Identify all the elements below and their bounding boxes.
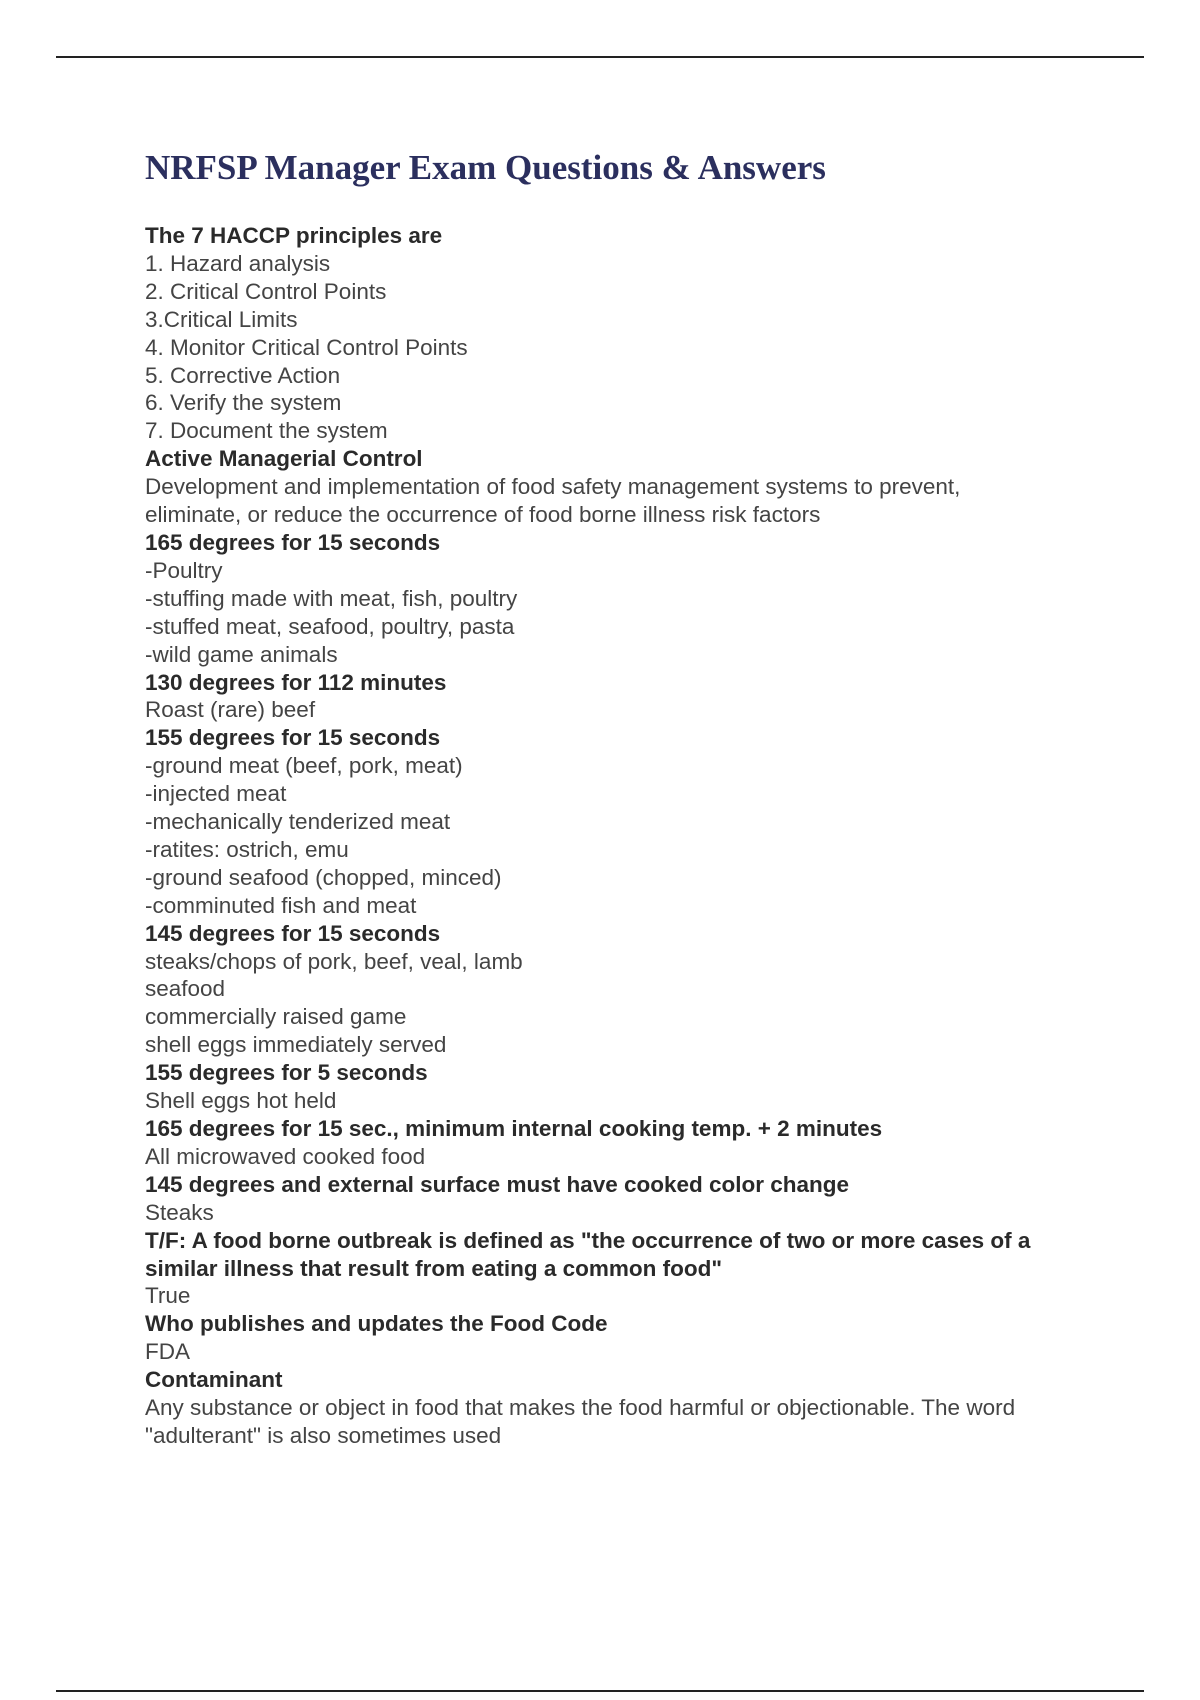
question-term: Contaminant [145,1367,283,1393]
question-term: Who publishes and updates the Food Code [145,1311,608,1337]
document-body [145,144,1090,1450]
answer-line: -stuffing made with meat, fish, poultry [145,585,518,611]
answer-line: 5. Corrective Action [145,362,341,388]
answer-line: Shell eggs hot held [145,1088,337,1114]
answer-line: -wild game animals [145,641,338,667]
qa-list [145,222,1090,1450]
answer-line: 3.Critical Limits [145,306,298,332]
answer-line: eliminate, or reduce the occurrence of food borne illness risk factors [145,502,821,528]
answer-line: seafood [145,976,226,1002]
answer-line: Any substance or object in food that makes the food harmful or objectionable. The word [145,1395,1016,1421]
answer-line: -injected meat [145,781,287,807]
top-rule [56,56,1144,58]
question-term: The 7 HACCP principles are [145,223,443,248]
answer-line: All microwaved cooked food [145,1143,426,1169]
question-term: 165 degrees for 15 sec., minimum internal cooking temp. + 2 minutes [145,1116,883,1141]
answer-line: -ground seafood (chopped, minced) [145,864,502,890]
answer-line: 6. Verify the system [145,390,342,416]
answer-line: -stuffed meat, seafood, poultry, pasta [145,613,515,639]
question-term: Active Managerial Control [145,446,423,472]
question-term: 155 degrees for 15 seconds [145,725,441,751]
answer-line: FDA [145,1339,190,1365]
question-term: 130 degrees for 112 minutes [145,669,447,695]
answer-line: shell eggs immediately served [145,1032,447,1058]
bottom-rule [56,1690,1144,1692]
answer-line: 7. Document the system [145,418,388,444]
answer-line: 1. Hazard analysis [145,250,331,276]
answer-line: commercially raised game [145,1004,407,1030]
answer-line: Development and implementation of food safety management systems to prevent, [145,474,961,500]
answer-line: Steaks [145,1199,214,1225]
question-term: 165 degrees for 15 seconds [145,529,441,555]
answer-line: steaks/chops of pork, beef, veal, lamb [145,948,523,974]
answer-line: -mechanically tenderized meat [145,809,451,835]
answer-line: -Poultry [145,557,223,583]
answer-line: True [145,1283,191,1309]
answer-line: Roast (rare) beef [145,697,316,723]
question-term: T/F: A food borne outbreak is defined as "the occurrence of two or more cases of a similar illness that result from eating a common food" [145,1227,1031,1281]
answer-line: 4. Monitor Critical Control Points [145,334,468,360]
answer-line: -ground meat (beef, pork, meat) [145,753,463,779]
answer-line: "adulterant" is also sometimes used [145,1422,502,1448]
document-title: NRFSP Manager Exam Questions & Answers [145,148,826,187]
question-term: 145 degrees and external surface must have cooked color change [145,1171,850,1197]
answer-line: -comminuted fish and meat [145,892,417,918]
answer-line: -ratites: ostrich, emu [145,836,349,862]
question-term: 155 degrees for 5 seconds [145,1060,428,1086]
question-term: 145 degrees for 15 seconds [145,920,441,946]
answer-line: 2. Critical Control Points [145,278,387,304]
